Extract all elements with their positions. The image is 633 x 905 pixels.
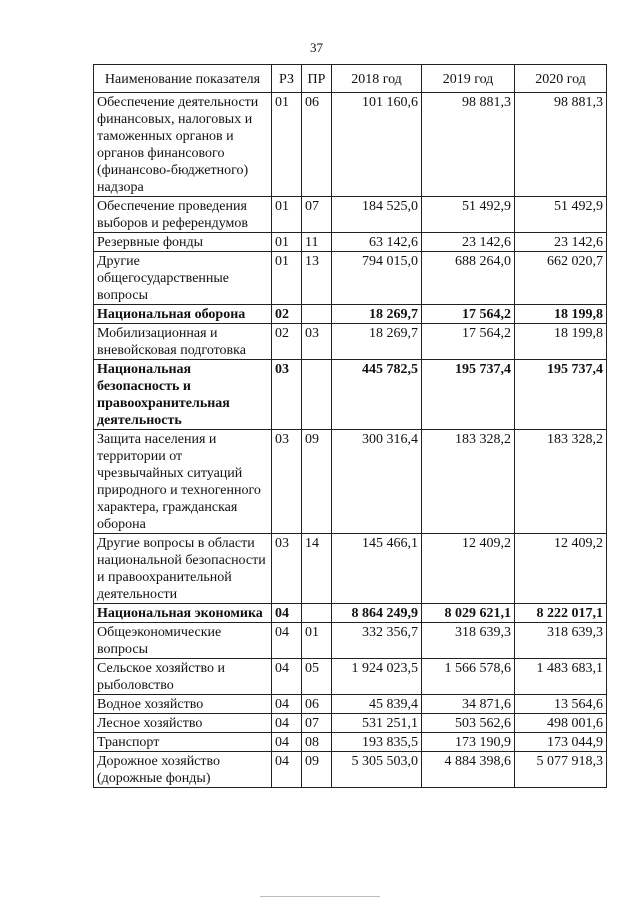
cell-name: Мобилизационная и вневойсковая подготовка (94, 324, 272, 360)
cell-2019: 183 328,2 (422, 430, 515, 534)
cell-pr: 14 (302, 534, 332, 604)
cell-2020: 23 142,6 (515, 233, 607, 252)
cell-2019: 318 639,3 (422, 623, 515, 659)
header-2020: 2020 год (515, 65, 607, 93)
table-row (94, 233, 607, 252)
table-row (94, 197, 607, 233)
cell-rz: 04 (272, 714, 302, 733)
cell-name: Национальная оборона (94, 305, 272, 324)
cell-2020: 51 492,9 (515, 197, 607, 233)
cell-rz: 03 (272, 534, 302, 604)
cell-name: Другие вопросы в области национальной безопасности и правоохранительной деятельности (94, 534, 272, 604)
cell-2018: 531 251,1 (332, 714, 422, 733)
table-row (94, 604, 607, 623)
cell-pr: 06 (302, 93, 332, 197)
cell-2018: 184 525,0 (332, 197, 422, 233)
cell-2018: 193 835,5 (332, 733, 422, 752)
cell-2018: 5 305 503,0 (332, 752, 422, 788)
cell-2020: 18 199,8 (515, 305, 607, 324)
cell-2020: 173 044,9 (515, 733, 607, 752)
cell-2018: 18 269,7 (332, 324, 422, 360)
table-row (94, 623, 607, 659)
cell-name: Лесное хозяйство (94, 714, 272, 733)
cell-pr: 01 (302, 623, 332, 659)
cell-2019: 195 737,4 (422, 360, 515, 430)
cell-2019: 4 884 398,6 (422, 752, 515, 788)
cell-2020: 13 564,6 (515, 695, 607, 714)
cell-2019: 12 409,2 (422, 534, 515, 604)
cell-2020: 12 409,2 (515, 534, 607, 604)
header-pr: ПР (302, 65, 332, 93)
cell-pr: 05 (302, 659, 332, 695)
cell-2020: 183 328,2 (515, 430, 607, 534)
cell-pr: 07 (302, 714, 332, 733)
cell-2018: 445 782,5 (332, 360, 422, 430)
cell-pr (302, 360, 332, 430)
cell-pr: 03 (302, 324, 332, 360)
cell-2019: 17 564,2 (422, 305, 515, 324)
cell-pr: 11 (302, 233, 332, 252)
cell-2018: 18 269,7 (332, 305, 422, 324)
cell-2020: 195 737,4 (515, 360, 607, 430)
page-bottom-line (260, 896, 380, 897)
cell-rz: 03 (272, 430, 302, 534)
cell-pr: 13 (302, 252, 332, 305)
cell-name: Обеспечение деятельности финансовых, налоговых и таможенных органов и органов финансового (финансово-бюджетного) надзора (94, 93, 272, 197)
cell-pr: 07 (302, 197, 332, 233)
header-2019: 2019 год (422, 65, 515, 93)
header-name: Наименование показателя (94, 65, 272, 93)
cell-2018: 145 466,1 (332, 534, 422, 604)
cell-2020: 18 199,8 (515, 324, 607, 360)
cell-2020: 1 483 683,1 (515, 659, 607, 695)
cell-2020: 8 222 017,1 (515, 604, 607, 623)
cell-pr (302, 305, 332, 324)
cell-name: Сельское хозяйство и рыболовство (94, 659, 272, 695)
cell-2019: 8 029 621,1 (422, 604, 515, 623)
cell-name: Общеэкономические вопросы (94, 623, 272, 659)
table-row (94, 93, 607, 197)
cell-pr: 06 (302, 695, 332, 714)
cell-2018: 45 839,4 (332, 695, 422, 714)
page-number: 37 (310, 40, 323, 55)
cell-pr: 09 (302, 752, 332, 788)
cell-rz: 02 (272, 324, 302, 360)
table-row (94, 714, 607, 733)
table-row (94, 733, 607, 752)
table-row (94, 534, 607, 604)
table-row (94, 695, 607, 714)
cell-name: Дорожное хозяйство (дорожные фонды) (94, 752, 272, 788)
budget-table (93, 64, 607, 788)
cell-name: Транспорт (94, 733, 272, 752)
cell-name: Защита населения и территории от чрезвычайных ситуаций природного и техногенного характера, гражданская оборона (94, 430, 272, 534)
cell-2019: 1 566 578,6 (422, 659, 515, 695)
cell-rz: 02 (272, 305, 302, 324)
cell-2019: 98 881,3 (422, 93, 515, 197)
table-body (94, 93, 607, 788)
header-2018: 2018 год (332, 65, 422, 93)
cell-rz: 04 (272, 733, 302, 752)
cell-name: Резервные фонды (94, 233, 272, 252)
table-row (94, 324, 607, 360)
cell-2019: 17 564,2 (422, 324, 515, 360)
cell-name: Обеспечение проведения выборов и референдумов (94, 197, 272, 233)
cell-rz: 01 (272, 197, 302, 233)
cell-2020: 318 639,3 (515, 623, 607, 659)
cell-2018: 63 142,6 (332, 233, 422, 252)
cell-2019: 173 190,9 (422, 733, 515, 752)
cell-rz: 04 (272, 623, 302, 659)
cell-2019: 503 562,6 (422, 714, 515, 733)
cell-2018: 332 356,7 (332, 623, 422, 659)
cell-rz: 01 (272, 252, 302, 305)
cell-rz: 03 (272, 360, 302, 430)
cell-pr (302, 604, 332, 623)
table-row (94, 752, 607, 788)
cell-2018: 8 864 249,9 (332, 604, 422, 623)
cell-2020: 662 020,7 (515, 252, 607, 305)
cell-rz: 01 (272, 93, 302, 197)
cell-2020: 5 077 918,3 (515, 752, 607, 788)
cell-2019: 34 871,6 (422, 695, 515, 714)
cell-rz: 04 (272, 752, 302, 788)
cell-2018: 1 924 023,5 (332, 659, 422, 695)
table-row (94, 252, 607, 305)
cell-2018: 794 015,0 (332, 252, 422, 305)
cell-name: Водное хозяйство (94, 695, 272, 714)
cell-2020: 498 001,6 (515, 714, 607, 733)
cell-rz: 01 (272, 233, 302, 252)
cell-pr: 08 (302, 733, 332, 752)
cell-2020: 98 881,3 (515, 93, 607, 197)
table-row (94, 360, 607, 430)
cell-2018: 300 316,4 (332, 430, 422, 534)
cell-name: Другие общегосударственные вопросы (94, 252, 272, 305)
table-header-row (94, 65, 607, 93)
cell-name: Национальная экономика (94, 604, 272, 623)
cell-2019: 23 142,6 (422, 233, 515, 252)
table-row (94, 430, 607, 534)
cell-rz: 04 (272, 604, 302, 623)
cell-rz: 04 (272, 659, 302, 695)
cell-2018: 101 160,6 (332, 93, 422, 197)
cell-2019: 51 492,9 (422, 197, 515, 233)
cell-2019: 688 264,0 (422, 252, 515, 305)
header-rz: РЗ (272, 65, 302, 93)
cell-name: Национальная безопасность и правоохранительная деятельность (94, 360, 272, 430)
table-row (94, 659, 607, 695)
cell-rz: 04 (272, 695, 302, 714)
table-row (94, 305, 607, 324)
cell-pr: 09 (302, 430, 332, 534)
